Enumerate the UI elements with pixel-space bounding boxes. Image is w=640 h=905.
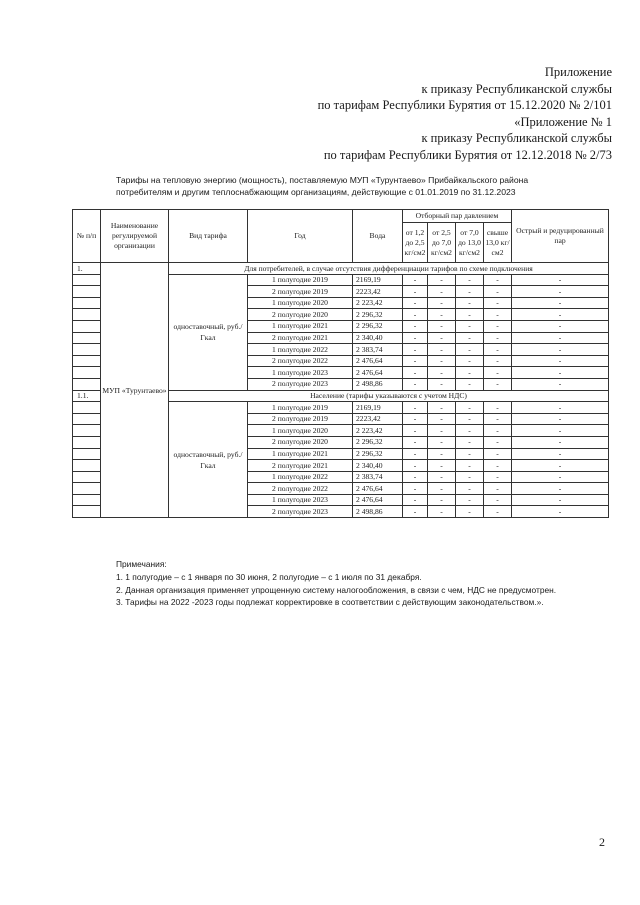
cell-water: 2 296,32 xyxy=(353,320,403,332)
cell-sharp: - xyxy=(512,494,609,506)
tariff-table-body xyxy=(73,263,609,518)
tariff-kind: одноставочный, руб./Гкал xyxy=(169,402,248,518)
cell-p1: - xyxy=(403,413,428,425)
header-num: № п/п xyxy=(73,210,101,263)
cell-water: 2 340,40 xyxy=(353,332,403,344)
cell-p1: - xyxy=(403,460,428,472)
cell-water: 2 340,40 xyxy=(353,460,403,472)
cell-p4: - xyxy=(484,297,512,309)
cell-year: 1 полугодие 2023 xyxy=(248,367,353,379)
section-number: 1.1. xyxy=(73,390,101,402)
cell-year: 1 полугодие 2022 xyxy=(248,344,353,356)
cell-p2: - xyxy=(428,274,456,286)
tariff-kind: одноставочный, руб./Гкал xyxy=(169,274,248,390)
cell-sharp: - xyxy=(512,320,609,332)
cell-p3: - xyxy=(456,483,484,495)
cell-p3: - xyxy=(456,460,484,472)
header-sharp-steam: Острый и редуцированный пар xyxy=(512,210,609,263)
cell-p1: - xyxy=(403,297,428,309)
cell-p1: - xyxy=(403,286,428,298)
cell-sharp: - xyxy=(512,471,609,483)
cell-water: 2 383,74 xyxy=(353,471,403,483)
cell-year: 1 полугодие 2021 xyxy=(248,320,353,332)
cell-year: 2 полугодие 2022 xyxy=(248,483,353,495)
header-pressure-2: от 2,5 до 7,0 кг/см2 xyxy=(428,223,456,263)
cell-sharp: - xyxy=(512,425,609,437)
cell-p4: - xyxy=(484,425,512,437)
row-number-cell xyxy=(73,367,101,379)
cell-water: 2223,42 xyxy=(353,286,403,298)
cell-p2: - xyxy=(428,413,456,425)
document-intro: Тарифы на тепловую энергию (мощность), поставляемую МУП «Турунтаево» Прибайкальского района потребителям и другим теплоснабжающим организациям, действующие с 01.01.2019 по 31.12.2023 xyxy=(116,175,529,198)
cell-p4: - xyxy=(484,494,512,506)
cell-p1: - xyxy=(403,320,428,332)
cell-p1: - xyxy=(403,367,428,379)
cell-year: 2 полугодие 2019 xyxy=(248,413,353,425)
cell-p1: - xyxy=(403,355,428,367)
cell-sharp: - xyxy=(512,355,609,367)
header-line: Приложение xyxy=(544,65,612,79)
cell-p1: - xyxy=(403,483,428,495)
cell-p3: - xyxy=(456,448,484,460)
header-line: «Приложение № 1 xyxy=(514,114,612,129)
cell-p3: - xyxy=(456,494,484,506)
row-number-cell xyxy=(73,425,101,437)
row-number-cell xyxy=(73,483,101,495)
note-item: 1. 1 полугодие – с 1 января по 30 июня, 2 полугодие – с 1 июля по 31 декабря. xyxy=(116,571,422,582)
cell-p3: - xyxy=(456,355,484,367)
row-number-cell xyxy=(73,378,101,390)
cell-water: 2169,19 xyxy=(353,402,403,414)
cell-p3: - xyxy=(456,297,484,309)
cell-p1: - xyxy=(403,309,428,321)
organization-name: МУП «Турунтаево» xyxy=(101,263,169,518)
cell-year: 2 полугодие 2021 xyxy=(248,460,353,472)
cell-water: 2 223,42 xyxy=(353,297,403,309)
cell-year: 1 полугодие 2023 xyxy=(248,494,353,506)
cell-p4: - xyxy=(484,460,512,472)
cell-p2: - xyxy=(428,494,456,506)
cell-year: 2 полугодие 2020 xyxy=(248,436,353,448)
cell-p4: - xyxy=(484,355,512,367)
cell-p1: - xyxy=(403,471,428,483)
cell-p2: - xyxy=(428,355,456,367)
section-number: 1. xyxy=(73,263,101,275)
cell-water: 2 223,42 xyxy=(353,425,403,437)
cell-sharp: - xyxy=(512,378,609,390)
cell-sharp: - xyxy=(512,274,609,286)
cell-p1: - xyxy=(403,378,428,390)
cell-year: 1 полугодие 2020 xyxy=(248,297,353,309)
row-number-cell xyxy=(73,413,101,425)
row-number-cell xyxy=(73,309,101,321)
section-title: Для потребителей, в случае отсутствия дифференциации тарифов по схеме подключения xyxy=(169,263,609,275)
cell-p4: - xyxy=(484,471,512,483)
header-line: по тарифам Республики Бурятия от 12.12.2018 № 2/73 xyxy=(323,147,612,162)
cell-p3: - xyxy=(456,425,484,437)
cell-p2: - xyxy=(428,378,456,390)
cell-sharp: - xyxy=(512,297,609,309)
page-number: 2 xyxy=(599,835,605,849)
notes xyxy=(116,558,608,609)
cell-sharp: - xyxy=(512,506,609,518)
header-line: к приказу Республиканской службы xyxy=(421,81,612,96)
cell-p4: - xyxy=(484,309,512,321)
cell-year: 2 полугодие 2023 xyxy=(248,378,353,390)
cell-p3: - xyxy=(456,367,484,379)
cell-p4: - xyxy=(484,402,512,414)
cell-sharp: - xyxy=(512,367,609,379)
row-number-cell xyxy=(73,460,101,472)
cell-sharp: - xyxy=(512,402,609,414)
header-line: к приказу Республиканской службы xyxy=(421,131,612,146)
header-year: Год xyxy=(248,210,353,263)
row-number-cell xyxy=(73,494,101,506)
cell-p4: - xyxy=(484,344,512,356)
row-number-cell xyxy=(73,506,101,518)
cell-p2: - xyxy=(428,448,456,460)
cell-p4: - xyxy=(484,448,512,460)
cell-p2: - xyxy=(428,309,456,321)
row-number-cell xyxy=(73,402,101,414)
cell-water: 2 476,64 xyxy=(353,367,403,379)
cell-water: 2 498,86 xyxy=(353,378,403,390)
cell-water: 2 476,64 xyxy=(353,494,403,506)
notes-title: Примечания: xyxy=(116,559,167,569)
header-water: Вода xyxy=(353,210,403,263)
row-number-cell xyxy=(73,274,101,286)
cell-p2: - xyxy=(428,460,456,472)
cell-sharp: - xyxy=(512,460,609,472)
row-number-cell xyxy=(73,344,101,356)
cell-p2: - xyxy=(428,425,456,437)
cell-p4: - xyxy=(484,483,512,495)
cell-p3: - xyxy=(456,332,484,344)
row-number-cell xyxy=(73,355,101,367)
cell-p2: - xyxy=(428,297,456,309)
cell-sharp: - xyxy=(512,413,609,425)
note-item: 3. Тарифы на 2022 -2023 годы подлежат корректировке в соответствии с действующим законодательством.». xyxy=(116,597,544,608)
cell-p3: - xyxy=(456,274,484,286)
header-steam: Отборный пар давлением xyxy=(403,210,512,223)
cell-p4: - xyxy=(484,274,512,286)
row-number-cell xyxy=(73,448,101,460)
cell-p2: - xyxy=(428,471,456,483)
cell-water: 2 296,32 xyxy=(353,309,403,321)
cell-p1: - xyxy=(403,506,428,518)
cell-p1: - xyxy=(403,494,428,506)
header-kind: Вид тарифа xyxy=(169,210,248,263)
cell-p4: - xyxy=(484,506,512,518)
cell-water: 2 498,86 xyxy=(353,506,403,518)
cell-sharp: - xyxy=(512,332,609,344)
cell-p1: - xyxy=(403,425,428,437)
row-number-cell xyxy=(73,471,101,483)
cell-p2: - xyxy=(428,436,456,448)
cell-water: 2223,42 xyxy=(353,413,403,425)
cell-p3: - xyxy=(456,471,484,483)
cell-water: 2 476,64 xyxy=(353,355,403,367)
cell-sharp: - xyxy=(512,483,609,495)
cell-sharp: - xyxy=(512,309,609,321)
cell-sharp: - xyxy=(512,448,609,460)
cell-p1: - xyxy=(403,402,428,414)
cell-p4: - xyxy=(484,286,512,298)
cell-year: 2 полугодие 2021 xyxy=(248,332,353,344)
cell-p3: - xyxy=(456,506,484,518)
header-line: по тарифам Республики Бурятия от 15.12.2020 № 2/101 xyxy=(317,98,612,113)
cell-p2: - xyxy=(428,367,456,379)
cell-p3: - xyxy=(456,378,484,390)
cell-year: 1 полугодие 2019 xyxy=(248,402,353,414)
header-pressure-1: от 1,2 до 2,5 кг/см2 xyxy=(403,223,428,263)
cell-sharp: - xyxy=(512,436,609,448)
row-number-cell xyxy=(73,320,101,332)
cell-year: 2 полугодие 2020 xyxy=(248,309,353,321)
cell-p3: - xyxy=(456,309,484,321)
cell-p1: - xyxy=(403,274,428,286)
cell-year: 1 полугодие 2022 xyxy=(248,471,353,483)
section-row xyxy=(73,263,609,275)
tariff-table xyxy=(72,209,609,518)
cell-sharp: - xyxy=(512,286,609,298)
cell-water: 2 476,64 xyxy=(353,483,403,495)
cell-year: 2 полугодие 2023 xyxy=(248,506,353,518)
cell-year: 1 полугодие 2021 xyxy=(248,448,353,460)
header-org: Наименование регулируемой организации xyxy=(101,210,169,263)
cell-p4: - xyxy=(484,436,512,448)
cell-p3: - xyxy=(456,286,484,298)
cell-p4: - xyxy=(484,378,512,390)
row-number-cell xyxy=(73,297,101,309)
cell-p2: - xyxy=(428,483,456,495)
cell-p1: - xyxy=(403,448,428,460)
cell-p2: - xyxy=(428,402,456,414)
cell-p3: - xyxy=(456,413,484,425)
cell-p2: - xyxy=(428,344,456,356)
note-item: 2. Данная организация применяет упрощенную систему налогообложения, в связи с чем, НДС не предусмотрен. xyxy=(116,584,557,595)
cell-p1: - xyxy=(403,344,428,356)
cell-p1: - xyxy=(403,332,428,344)
cell-p4: - xyxy=(484,332,512,344)
cell-p2: - xyxy=(428,332,456,344)
row-number-cell xyxy=(73,436,101,448)
cell-p3: - xyxy=(456,402,484,414)
cell-p3: - xyxy=(456,436,484,448)
cell-water: 2169,19 xyxy=(353,274,403,286)
cell-p1: - xyxy=(403,436,428,448)
cell-p2: - xyxy=(428,506,456,518)
header-pressure-4: свыше 13,0 кг/см2 xyxy=(484,223,512,263)
document-header xyxy=(318,64,612,164)
cell-p2: - xyxy=(428,320,456,332)
cell-year: 1 полугодие 2019 xyxy=(248,274,353,286)
cell-year: 2 полугодие 2019 xyxy=(248,286,353,298)
cell-p3: - xyxy=(456,344,484,356)
header-pressure-3: от 7,0 до 13,0 кг/см2 xyxy=(456,223,484,263)
cell-p2: - xyxy=(428,286,456,298)
cell-sharp: - xyxy=(512,344,609,356)
cell-p3: - xyxy=(456,320,484,332)
cell-water: 2 296,32 xyxy=(353,436,403,448)
cell-year: 1 полугодие 2020 xyxy=(248,425,353,437)
cell-p4: - xyxy=(484,413,512,425)
row-number-cell xyxy=(73,332,101,344)
cell-p4: - xyxy=(484,367,512,379)
section-title: Население (тарифы указываются с учетом НДС) xyxy=(169,390,609,402)
cell-year: 2 полугодие 2022 xyxy=(248,355,353,367)
cell-water: 2 296,32 xyxy=(353,448,403,460)
cell-p4: - xyxy=(484,320,512,332)
row-number-cell xyxy=(73,286,101,298)
cell-water: 2 383,74 xyxy=(353,344,403,356)
